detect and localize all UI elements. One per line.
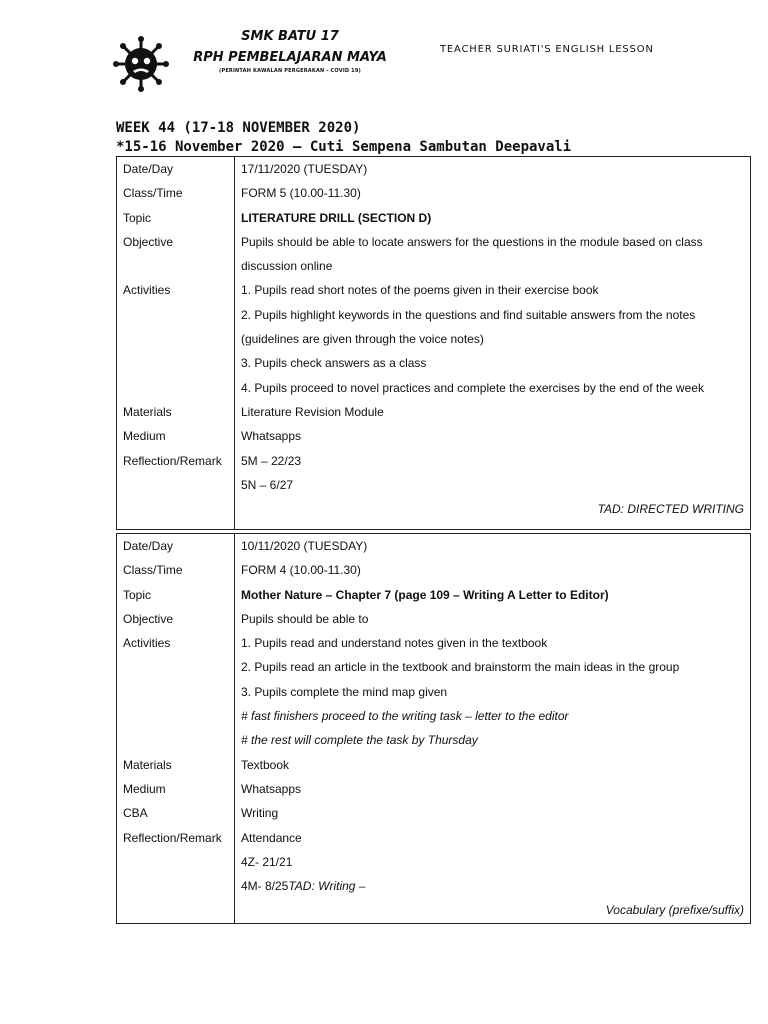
reflection-2: 4Z- 21/21	[241, 854, 293, 869]
value-topic: Mother Nature – Chapter 7 (page 109 – Writing A Letter to Editor)	[241, 587, 609, 602]
label-objective: Objective	[117, 607, 235, 631]
activity-2a: 2. Pupils highlight keywords in the questions and find suitable answers from the notes	[241, 307, 696, 322]
reflection-3	[235, 874, 751, 898]
activity-1: 1. Pupils read short notes of the poems given in their exercise book	[241, 283, 599, 298]
table-row	[117, 303, 751, 327]
table-row	[117, 777, 751, 801]
pkp-note: (PERINTAH KAWALAN PERGERAKAN - COVID 19)	[218, 67, 362, 74]
table-row	[117, 351, 751, 375]
label-topic: Topic	[117, 583, 235, 607]
table-row	[117, 278, 751, 302]
table-row	[117, 497, 751, 521]
label-activities: Activities	[117, 278, 235, 302]
label-medium: Medium	[117, 424, 235, 448]
table-row	[117, 206, 751, 230]
activity-3: 3. Pupils check answers as a class	[241, 356, 427, 371]
table-row	[117, 157, 751, 182]
activity-3: 3. Pupils complete the mind map given	[241, 684, 448, 699]
reflection-1: Attendance	[241, 830, 302, 845]
table-row	[117, 376, 751, 400]
label-class: Class/Time	[117, 181, 235, 205]
holiday-note: *15-16 November 2020 – Cuti Sempena Sambutan Deepavali	[116, 139, 572, 155]
value-date: 10/11/2020 (TUESDAY)	[241, 539, 368, 553]
label-reflection: Reflection/Remark	[117, 826, 235, 850]
table-row	[117, 449, 751, 473]
lesson-plan-2	[116, 533, 751, 924]
table-row	[117, 655, 751, 679]
table-row	[117, 898, 751, 923]
table-row	[117, 704, 751, 728]
reflection-1: 5M – 22/23	[241, 453, 302, 468]
label-date: Date/Day	[117, 157, 235, 182]
rph-title: RPH PEMBELAJARAN MAYA	[193, 49, 387, 65]
week-title: WEEK 44 (17-18 NOVEMBER 2020)	[116, 120, 361, 136]
table-row	[117, 521, 751, 530]
week-heading	[116, 119, 571, 157]
activity-1: 1. Pupils read and understand notes given in the textbook	[241, 636, 548, 651]
table-row	[117, 254, 751, 278]
activity-2: 2. Pupils read an article in the textbook and brainstorm the main ideas in the group	[241, 660, 680, 675]
table-row	[117, 558, 751, 582]
label-materials: Materials	[117, 400, 235, 424]
activity-2b: (guidelines are given through the voice notes)	[241, 332, 484, 347]
table-row	[117, 424, 751, 448]
table-row	[117, 534, 751, 559]
virus-icon	[113, 36, 169, 92]
reflection-3-count: 4M- 8/25	[241, 879, 289, 894]
label-materials: Materials	[117, 753, 235, 777]
table-row	[117, 607, 751, 631]
table-row	[117, 181, 751, 205]
table-row	[117, 583, 751, 607]
value-class: FORM 4 (10.00-11.30)	[241, 563, 361, 578]
teacher-title: TEACHER SURIATI'S ENGLISH LESSON	[440, 44, 654, 55]
table-row	[117, 327, 751, 351]
label-class: Class/Time	[117, 558, 235, 582]
table-row	[117, 874, 751, 898]
reflection-4: Vocabulary (prefixe/suffix)	[605, 903, 744, 918]
value-medium: Whatsapps	[241, 429, 302, 444]
table-row	[117, 400, 751, 424]
value-medium: Whatsapps	[241, 781, 302, 796]
school-name: SMK BATU 17	[241, 29, 339, 44]
reflection-2: 5N – 6/27	[241, 477, 294, 492]
label-activities: Activities	[117, 631, 235, 655]
value-materials: Literature Revision Module	[241, 404, 384, 419]
table-row	[117, 850, 751, 874]
activity-5: # the rest will complete the task by Thursday	[241, 733, 478, 748]
reflection-3-tad: TAD: Writing –	[288, 879, 366, 894]
value-class: FORM 5 (10.00-11.30)	[241, 186, 361, 201]
table-row	[117, 230, 751, 254]
label-topic: Topic	[117, 206, 235, 230]
label-cba: CBA	[117, 801, 235, 825]
table-row	[117, 801, 751, 825]
activity-4: 4. Pupils proceed to novel practices and complete the exercises by the end of the week	[241, 380, 704, 395]
table-row	[117, 753, 751, 777]
value-objective-2: discussion online	[241, 259, 333, 274]
value-materials: Textbook	[241, 757, 290, 772]
table-row	[117, 826, 751, 850]
value-objective: Pupils should be able to	[241, 611, 369, 626]
label-date: Date/Day	[117, 534, 235, 559]
tad-note: TAD: DIRECTED WRITING	[597, 502, 744, 517]
activity-4: # fast finishers proceed to the writing task – letter to the editor	[241, 709, 569, 724]
label-medium: Medium	[117, 777, 235, 801]
table-row	[117, 631, 751, 655]
table-row	[117, 680, 751, 704]
lesson-plan-1	[116, 156, 751, 530]
label-reflection: Reflection/Remark	[117, 449, 235, 473]
table-row	[117, 473, 751, 497]
table-row	[117, 728, 751, 752]
school-header	[190, 30, 390, 75]
value-objective-1: Pupils should be able to locate answers for the questions in the module based on class	[241, 234, 703, 249]
value-topic: LITERATURE DRILL (SECTION D)	[241, 210, 432, 225]
label-objective: Objective	[117, 230, 235, 254]
value-date: 17/11/2020 (TUESDAY)	[241, 162, 368, 176]
value-cba: Writing	[241, 806, 279, 821]
